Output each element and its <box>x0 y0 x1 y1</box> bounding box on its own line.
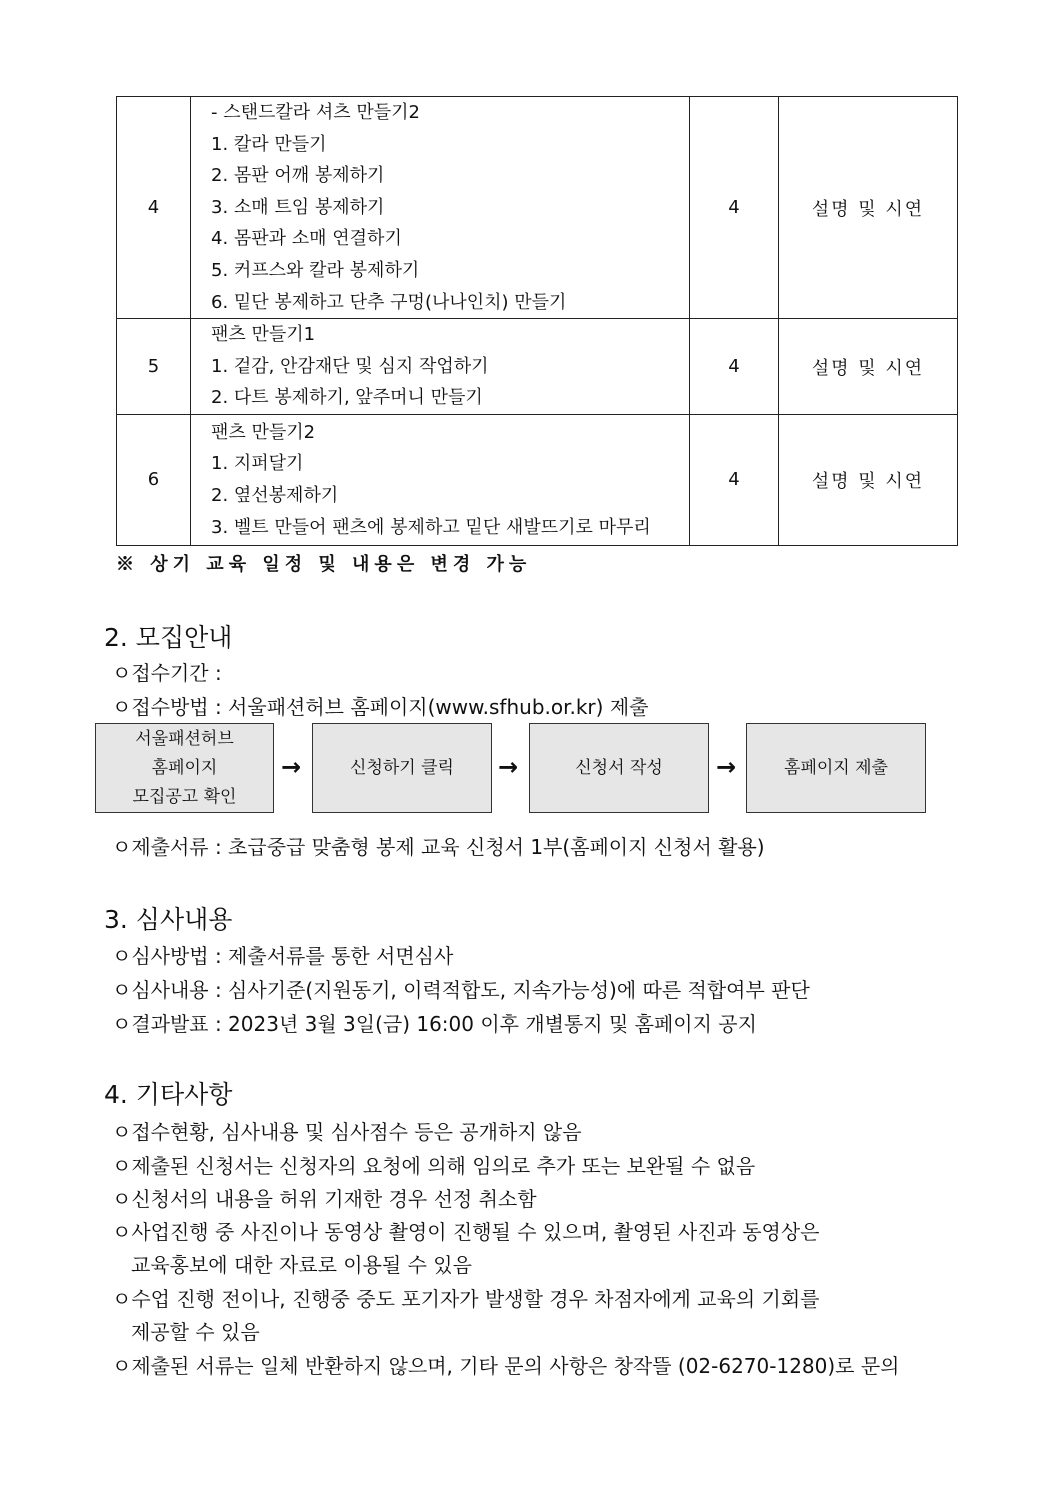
flow-step-1-line: 홈페이지 <box>151 757 218 778</box>
review-method: ㅇ심사방법 : 제출서류를 통한 서면심사 <box>112 944 454 968</box>
session-method: 설명 및 시연 <box>779 97 958 319</box>
application-method: ㅇ접수방법 : 서울패션허브 홈페이지(www.sfhub.or.kr) 제출 <box>112 695 649 719</box>
other-item: ㅇ제출된 서류는 일체 반환하지 않으며, 기타 문의 사항은 창작뜰 (02-6270-1280)로 문의 <box>112 1354 900 1378</box>
session-number: 6 <box>117 414 191 545</box>
content-line: 2. 몸판 어깨 봉제하기 <box>211 165 385 187</box>
other-item: ㅇ사업진행 중 사진이나 동영상 촬영이 진행될 수 있으며, 촬영된 사진과 동영상은 <box>112 1220 820 1244</box>
session-content <box>191 97 690 319</box>
application-period: ㅇ접수기간 : <box>112 661 222 685</box>
content-line: 1. 칼라 만들기 <box>211 133 327 155</box>
flow-step-2 <box>312 723 492 813</box>
session-method: 설명 및 시연 <box>779 319 958 415</box>
section-heading-other: 4. 기타사항 <box>104 1080 233 1109</box>
content-line: 5. 커프스와 칼라 봉제하기 <box>211 259 420 281</box>
content-line: 4. 몸판과 소매 연결하기 <box>211 228 402 250</box>
review-content: ㅇ심사내용 : 심사기준(지원동기, 이력적합도, 지속가능성)에 따른 적합여부 판단 <box>112 978 810 1002</box>
content-line: 팬츠 만들기2 <box>211 421 316 443</box>
other-item-continuation: 제공할 수 있음 <box>131 1320 260 1344</box>
content-line: 3. 벨트 만들어 팬츠에 봉제하고 밑단 새발뜨기로 마무리 <box>211 516 651 538</box>
other-item: ㅇ수업 진행 전이나, 진행중 중도 포기자가 발생할 경우 차점자에게 교육의 기회를 <box>112 1287 820 1311</box>
session-content <box>191 414 690 545</box>
section-heading-recruitment: 2. 모집안내 <box>104 623 233 652</box>
content-line: 1. 지퍼달기 <box>211 453 304 475</box>
session-method: 설명 및 시연 <box>779 414 958 545</box>
session-number: 4 <box>117 97 191 319</box>
content-line: 2. 옆선봉제하기 <box>211 484 339 506</box>
content-line: 6. 밑단 봉제하고 단추 구멍(나나인치) 만들기 <box>211 291 567 313</box>
content-line: 2. 다트 봉제하기, 앞주머니 만들기 <box>211 387 483 409</box>
flow-step-1-line: 서울패션허브 <box>135 728 234 749</box>
flow-step-2-label: 신청하기 클릭 <box>350 757 454 778</box>
other-item-continuation: 교육홍보에 대한 자료로 이용될 수 있음 <box>131 1253 472 1277</box>
flow-step-1-line: 모집공고 확인 <box>132 786 237 807</box>
session-number: 5 <box>117 319 191 415</box>
content-line: - 스탠드칼라 셔츠 만들기2 <box>211 102 420 123</box>
schedule-table <box>116 96 958 546</box>
flow-arrow: → <box>281 753 302 781</box>
session-hours: 4 <box>690 97 779 319</box>
content-line: 1. 겉감, 안감재단 및 심지 작업하기 <box>211 355 489 377</box>
result-announcement: ㅇ결과발표 : 2023년 3월 3일(금) 16:00 이후 개별통지 및 홈페이지 공지 <box>112 1012 757 1036</box>
section-heading-review: 3. 심사내용 <box>104 905 233 934</box>
flow-step-4 <box>746 723 926 813</box>
content-line: 3. 소매 트임 봉제하기 <box>211 196 385 218</box>
other-item: ㅇ제출된 신청서는 신청자의 요청에 의해 임의로 추가 또는 보완될 수 없음 <box>112 1154 756 1178</box>
required-documents: ㅇ제출서류 : 초급중급 맞춤형 봉제 교육 신청서 1부(홈페이지 신청서 활용) <box>112 835 765 859</box>
other-item: ㅇ접수현황, 심사내용 및 심사점수 등은 공개하지 않음 <box>112 1120 582 1144</box>
table-row <box>117 97 958 319</box>
schedule-note: ※ 상기 교육 일정 및 내용은 변경 가능 <box>116 554 532 575</box>
flow-arrow: → <box>498 753 519 781</box>
table-row <box>117 414 958 545</box>
flow-step-1 <box>95 723 274 813</box>
session-hours: 4 <box>690 414 779 545</box>
flow-step-4-label: 홈페이지 제출 <box>784 757 888 778</box>
flow-step-3-label: 신청서 작성 <box>575 757 663 778</box>
content-line: 팬츠 만들기1 <box>211 324 316 346</box>
flow-step-3 <box>529 723 709 813</box>
flow-arrow: → <box>716 753 737 781</box>
session-content <box>191 319 690 415</box>
table-row <box>117 319 958 415</box>
other-item: ㅇ신청서의 내용을 허위 기재한 경우 선정 취소함 <box>112 1187 537 1211</box>
session-hours: 4 <box>690 319 779 415</box>
